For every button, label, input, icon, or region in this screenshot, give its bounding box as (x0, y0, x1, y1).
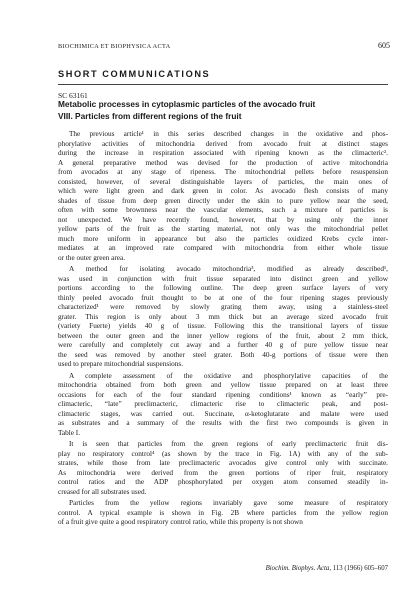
page-number: 605 (378, 41, 390, 50)
text-line: phorylative activities of mitochondria derived from avocado fruit at distinct stages (58, 139, 388, 148)
text-line: which were light green and dark green in color. As avocado flesh consists of many (58, 187, 388, 195)
text-line: thinly peeled avocado fruit thought to be at one of the four ripening stages previously (58, 293, 388, 302)
paragraph (58, 499, 388, 528)
text-line: consisted, however, of several distinguishable layers of particles, the main ones of (58, 177, 388, 186)
text-line: play no respiratory control⁴ (as shown by the trace in Fig. 1A) with any of the sub- (58, 449, 388, 458)
text-line: The previous article¹ in this series described changes in the oxidative and phos- (69, 130, 388, 138)
citation-journal: Biochim. Biophys. Acta, (265, 565, 332, 572)
article-body (58, 130, 388, 530)
text-line: A complete assessment of the oxidative and phosphorylative capacities of the (69, 371, 388, 380)
text-line: between the outer green and the inner yellow regions of the fruit, about 2 mm thick, (58, 331, 388, 340)
paragraph (58, 372, 388, 439)
text-line: portions according to the following outline. The deep green surface layers of very (58, 284, 388, 292)
text-line: mediates at an improved rate compared with mitochondria from either whole tissue (58, 244, 388, 252)
paragraph (58, 265, 388, 370)
text-line: shades of tissue from deep green directly under the skin to pure yellow near the seed, (58, 196, 388, 205)
text-line: control ratios and the ADP phosphorylated per oxygen atom consumed steadily in- (58, 478, 388, 486)
text-line: strates, while those from late preclimacteric avocados give control only with succinate. (58, 459, 388, 467)
text-line: It is seen that particles from the green regions of early preclimacteric fruit dis- (69, 440, 388, 448)
text-line: was used in conjunction with fruit tissue separated into distinct green and yellow (58, 274, 388, 283)
text-line: climacteric stages, was carried out. Succinate, α-ketoglutarate and malate were used (58, 409, 388, 418)
text-line: used to prepare mitochondrial suspensions. (58, 360, 184, 368)
text-line: (variety Fuerte) yields 40 g of tissue. Following this the transitional layers of tissue (58, 322, 388, 330)
text-line: the seed was removed by another steel grater. Both 40-g portions of tissue were then (58, 350, 388, 359)
text-line: A general preparative method was devised for the production of active mitochondria (58, 158, 388, 167)
text-line: grater. This region is only about 3 mm thick but an average sized avocado fruit (58, 312, 388, 321)
text-line: creased for all substrates used. (58, 487, 147, 496)
text-line: not unexpected. We have recently found, however, that by using only the inner (58, 215, 388, 224)
article-code: SC 63161 (58, 91, 88, 100)
article-title-line-2: VIII. Particles from different regions of the fruit (58, 111, 242, 121)
text-line: yellow parts of the fruit as the starting material, not only was the mitochondrial pellet (58, 225, 388, 233)
text-line: or the outer green area. (58, 253, 126, 262)
section-rule (58, 84, 388, 85)
running-head (58, 41, 390, 50)
text-line: Particles from the yellow regions invariably gave some measure of respiratory (69, 499, 388, 507)
section-title: SHORT COMMUNICATIONS (58, 69, 211, 79)
text-line: much more uniform in appearance but also the particles oxidized Krebs cycle inter- (58, 234, 388, 243)
citation-volume: 113 (1966) 605–607 (332, 565, 388, 572)
text-line: were carefully and completely cut away and a further 40 g of pure yellow tissue near (58, 341, 388, 349)
text-line: as substrates and a summary of the results with the first two compounds is given in (58, 419, 388, 427)
article-title (58, 98, 315, 122)
text-line: often with some brownness near the vascular elements, such a mixture of particles is (58, 206, 388, 214)
text-line: As mitochondria were derived from the green portions of riper fruit, respiratory (58, 468, 388, 477)
text-line: from avocados at any stage of ripeness. The mitochondrial pellets before resuspension (58, 168, 388, 176)
text-line: climacteric, “late” preclimacteric, climacteric rise to climacteric peak, and post- (58, 400, 388, 408)
paragraph (58, 440, 388, 497)
text-line: characterized¹ were removed by slowly grating them away, using a stainless-steel (58, 303, 388, 311)
text-line: of a fruit give quite a good respiratory control ratio, while this property is not shown (58, 518, 303, 526)
article-title-line-1: Metabolic processes in cytoplasmic particles of the avocado fruit (58, 99, 316, 109)
paragraph (58, 130, 388, 263)
text-line: control. A typical example is shown in Fig. 2B where particles from the yellow region (58, 508, 388, 517)
text-line: occasions for each of the four standard ripening conditions¹ known as “early” pre- (58, 390, 388, 399)
citation-footer (266, 565, 388, 572)
text-line: during the increase in respiration associated with ripening known as the climacteric². (58, 149, 388, 157)
text-line: mitochondria obtained from both green and yellow tissue prepared on at least three (58, 381, 388, 389)
text-line: Table I. (58, 428, 81, 437)
journal-name: BIOCHIMICA ET BIOPHYSICA ACTA (58, 43, 171, 50)
text-line: A method for isolating avocado mitochondria³, modified as already described¹, (69, 265, 388, 273)
